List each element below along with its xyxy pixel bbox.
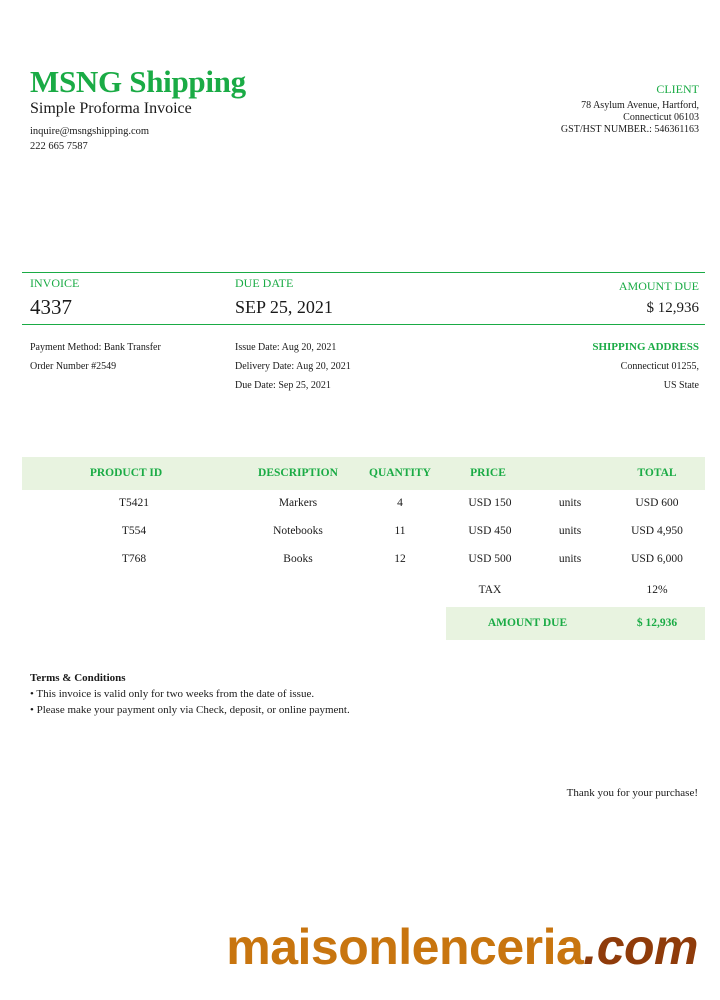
header-price: PRICE xyxy=(470,467,506,479)
client-gst-number: GST/HST NUMBER.: 546361163 xyxy=(560,124,699,135)
shipping-address xyxy=(592,338,699,395)
client-address-line1: 78 Asylum Avenue, Hartford, xyxy=(581,100,699,111)
watermark-tld: .com xyxy=(583,919,698,975)
shipping-address-line1: Connecticut 01255, xyxy=(620,361,699,372)
row-quantity: 4 xyxy=(397,497,403,509)
row-total: USD 4,950 xyxy=(631,525,683,537)
row-description: Notebooks xyxy=(273,525,323,537)
payment-method: Payment Method: Bank Transfer xyxy=(30,342,161,353)
row-description: Books xyxy=(283,553,313,565)
company-phone: 222 665 7587 xyxy=(30,141,88,152)
summary-bottom-rule xyxy=(22,324,705,325)
invoice-subtitle: Simple Proforma Invoice xyxy=(30,100,192,117)
due-date-value: SEP 25, 2021 xyxy=(235,297,333,317)
row-price: USD 150 xyxy=(468,497,512,509)
row-description: Markers xyxy=(278,497,318,509)
terms-title: Terms & Conditions xyxy=(30,672,126,684)
row-unit: units xyxy=(558,553,582,565)
due-date-detail: Due Date: Sep 25, 2021 xyxy=(235,380,331,391)
delivery-date: Delivery Date: Aug 20, 2021 xyxy=(235,361,351,372)
invoice-number: 4337 xyxy=(30,295,72,319)
row-total: USD 6,000 xyxy=(631,553,683,565)
row-quantity: 11 xyxy=(394,525,406,537)
total-amount-due-value: $ 12,936 xyxy=(636,617,678,629)
summary-top-rule xyxy=(22,272,705,273)
row-product-id: T5421 xyxy=(118,497,150,509)
order-number: Order Number #2549 xyxy=(30,361,117,372)
tax-label: TAX xyxy=(478,584,502,596)
watermark-main: maisonlenceria xyxy=(226,919,584,975)
row-product-id: T768 xyxy=(121,553,147,565)
company-email[interactable]: inquire@msngshipping.com xyxy=(30,126,150,137)
row-quantity: 12 xyxy=(394,553,406,565)
watermark-logo xyxy=(226,918,698,976)
row-price: USD 500 xyxy=(468,553,512,565)
issue-date: Issue Date: Aug 20, 2021 xyxy=(235,342,337,353)
row-price: USD 450 xyxy=(468,525,512,537)
row-total: USD 600 xyxy=(635,497,679,509)
total-amount-due-label: AMOUNT DUE xyxy=(487,617,568,629)
client-address-line2: Connecticut 06103 xyxy=(623,112,699,123)
company-name: MSNG Shipping xyxy=(30,64,246,99)
amount-due-label: AMOUNT DUE xyxy=(618,279,699,293)
payment-details xyxy=(30,338,161,376)
header-total: TOTAL xyxy=(637,467,677,479)
due-date-label: DUE DATE xyxy=(235,276,294,290)
client-label: CLIENT xyxy=(656,82,699,96)
row-unit: units xyxy=(558,525,582,537)
shipping-address-label: SHIPPING ADDRESS xyxy=(592,341,699,353)
row-unit: units xyxy=(558,497,582,509)
terms-line-2: • Please make your payment only via Check, deposit, or online payment. xyxy=(30,704,350,716)
row-product-id: T554 xyxy=(121,525,147,537)
terms-line-1: • This invoice is valid only for two weeks from the date of issue. xyxy=(30,688,315,700)
header-description: DESCRIPTION xyxy=(258,467,338,479)
amount-due-value: $ 12,936 xyxy=(646,300,699,316)
client-block xyxy=(561,82,699,136)
invoice-label: INVOICE xyxy=(30,276,80,290)
header-quantity: QUANTITY xyxy=(369,467,431,479)
date-details xyxy=(235,338,351,395)
header-product-id: PRODUCT ID xyxy=(89,467,163,479)
shipping-address-line2: US State xyxy=(663,380,699,391)
thank-you-note: Thank you for your purchase! xyxy=(566,787,698,799)
tax-value: 12% xyxy=(646,584,668,596)
